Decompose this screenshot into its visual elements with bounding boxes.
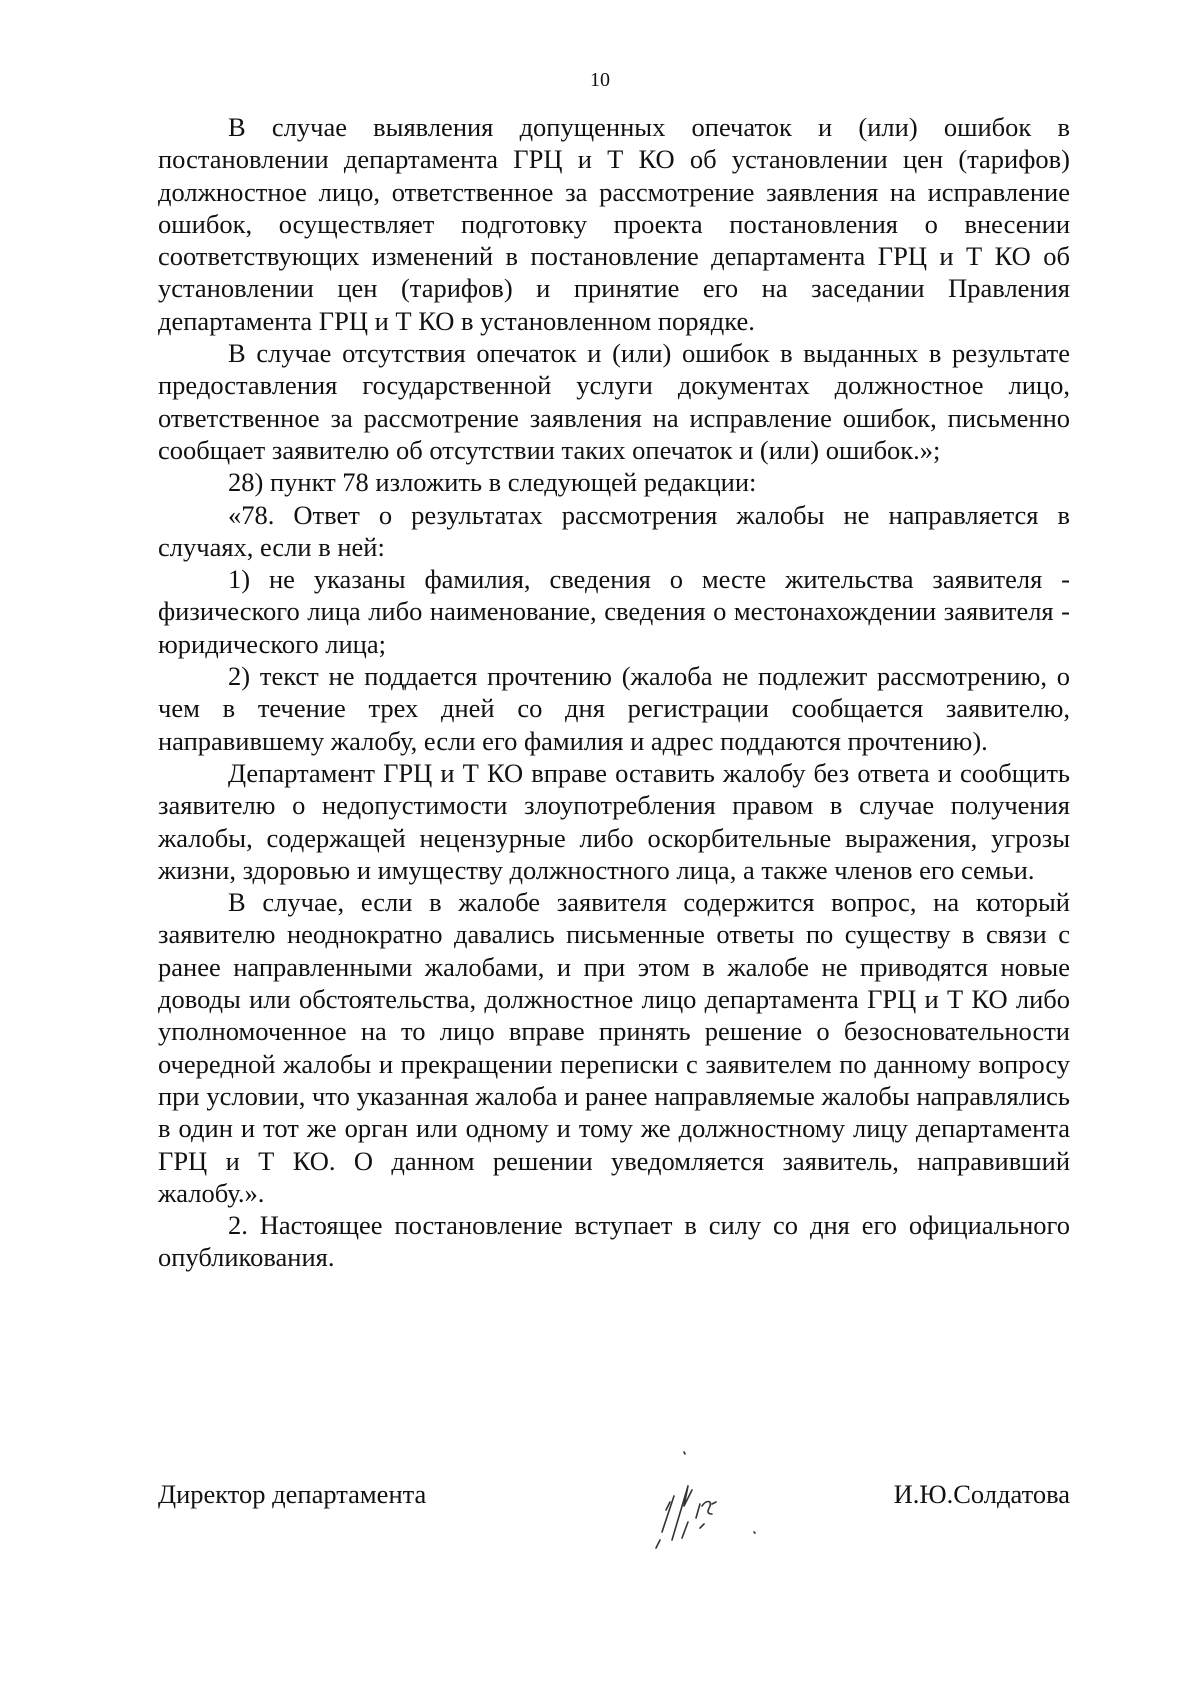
signatory-title: Директор департамента	[158, 1479, 427, 1509]
paragraph-no-typos: В случае отсутствия опечаток и (или) ошибок в выданных в результате предоставления государственной услуги документах должностное лицо, ответственное за рассмотрение заявления на исправление ошибок, письменно сообщает заявителю об отсутствии таких опечаток и (или) ошибок.»;	[158, 338, 1070, 465]
paragraph-item-28: 28) пункт 78 изложить в следующей редакции:	[228, 467, 757, 498]
signature-block	[158, 1478, 1070, 1598]
paragraph-clause-78: «78. Ответ о результатах рассмотрения жалобы не направляется в случаях, если в ней:	[158, 499, 1070, 562]
handwritten-signature	[626, 1444, 786, 1564]
signatory-name: И.Ю.Солдатова	[893, 1479, 1070, 1509]
paragraph-repeated-complaint: В случае, если в жалобе заявителя содержится вопрос, на который заявителю неоднократно давались письменные ответы по существу в связи с ранее направленными жалобами, и при этом в жалобе не приводятся новые доводы или обстоятельства, должностное лицо департамента ГРЦ и Т КО либо уполномоченное на то лицо вправе принять решение о безосновательности очередной жалобы и прекращении переписки с заявителем по данному вопросу при условии, что указанная жалоба и ранее направляемые жалобы направлялись в один и тот же орган или одному и тому же должностному лицу департамента ГРЦ и Т КО. О данном решении уведомляется заявитель, направивший жалобу.».	[158, 887, 1070, 1208]
paragraph-effective-date: 2. Настоящее постановление вступает в силу со дня его официального опубликования.	[158, 1210, 1070, 1273]
paragraph-subitem-2: 2) текст не поддается прочтению (жалоба не подлежит рассмотрению, о чем в течение трех дней со дня регистрации сообщается заявителю, направившему жалобу, если его фамилия и адрес поддаются прочтению).	[158, 661, 1070, 756]
document-body	[158, 111, 1070, 1274]
page-number: 10	[590, 69, 610, 91]
paragraph-abuse-of-right: Департамент ГРЦ и Т КО вправе оставить жалобу без ответа и сообщить заявителю о недопустимости злоупотребления правом в случае получения жалобы, содержащей нецензурные либо оскорбительные выражения, угрозы жизни, здоровью и имуществу должностного лица, а также членов его семьи.	[158, 757, 1070, 885]
paragraph-subitem-1: 1) не указаны фамилия, сведения о месте жительства заявителя - физического лица либо наименование, сведения о местонахождении заявителя - юридического лица;	[158, 564, 1070, 659]
paragraph-typo-correction: В случае выявления допущенных опечаток и (или) ошибок в постановлении департамента ГРЦ и Т КО об установлении цен (тарифов) должностное лицо, ответственное за рассмотрение заявления на исправление ошибок, осуществляет подготовку проекта постановления о внесении соответствующих изменений в постановление департамента ГРЦ и Т КО об установлении цен (тарифов) и принятие его на заседании Правления департамента ГРЦ и Т КО в установленном порядке.	[158, 112, 1070, 336]
